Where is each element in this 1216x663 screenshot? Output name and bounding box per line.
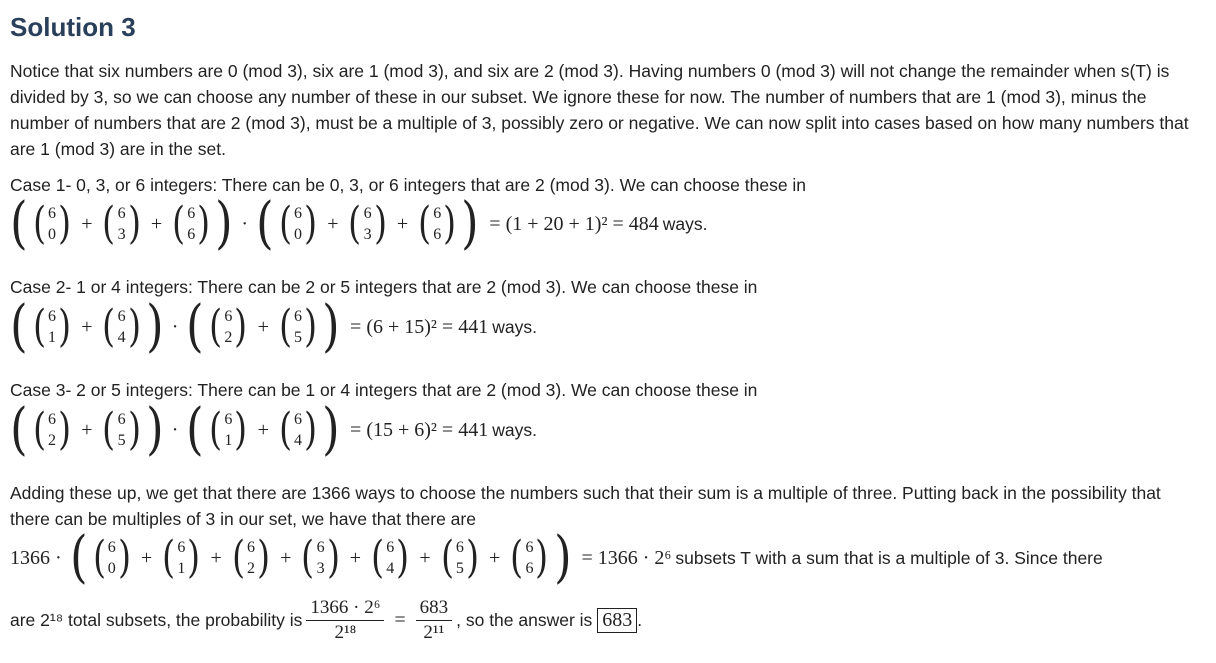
ways-label: ways. [662, 213, 708, 234]
prob-suffix: , so the answer is [456, 610, 593, 630]
paren-open: ( [256, 191, 274, 256]
fraction-2-numerator: 683 [419, 597, 449, 618]
intro-paragraph: Notice that six numbers are 0 (mod 3), six are 1 (mod 3), and six are 2 (mod 3). Having numbers 0 (mod 3) will not change the remainder when s(T) is divided by 3, so we can choose any number of these in our subset. We ignore these for now. The number of numbers that are 1 (mod 3), minus the number of numbers that are 2 (mod 3), must be a multiple of 3, possibly zero or negative. We can now split into cases based on how many numbers that are 1 (mod 3) are in the set. [10, 61, 1189, 159]
case2-text: Case 2- 1 or 4 integers: There can be 2 or 5 integers that are 2 (mod 3). We can choose these in [10, 277, 758, 297]
binom: ( 6 4 ) [278, 404, 318, 455]
case2-equation: ( ( 6 1 ) + ( 6 4 ) ) · ( ( 6 2 ) + ( 6 5 ) ) = (6 + 15)² = 441 ways. [10, 294, 537, 359]
fraction-1 [306, 596, 384, 645]
final-prefix: 1366 · [10, 546, 62, 569]
fraction-1-denominator: 2¹⁸ [334, 622, 357, 643]
fraction-2-denominator: 2¹¹ [423, 622, 445, 643]
paren-close: ) [461, 191, 480, 256]
binom: ( 6 2 ) [33, 404, 72, 455]
binom: ( 6 3 ) [102, 198, 141, 249]
ways-label: ways. [492, 419, 537, 440]
binom: ( 6 0 ) [278, 198, 318, 249]
case1-equation: ( ( 6 0 ) + ( 6 3 ) + ( 6 6 ) ) · ( ( 6 0 ) + ( 6 3 ) + ( 6 6 ) ) = (1 + 20 + 1)² = 484 ways. [10, 191, 708, 256]
binom: ( 6 5 ) [278, 301, 318, 352]
probability-line [10, 596, 642, 645]
case3-equation: ( ( 6 2 ) + ( 6 5 ) ) · ( ( 6 1 ) + ( 6 4 ) ) = (15 + 6)² = 441 ways. [10, 397, 537, 462]
binom: ( 6 6 ) [418, 198, 457, 249]
case2-result: = (6 + 15)² = 441 [350, 315, 489, 338]
binom: ( 6 1 ) [209, 404, 248, 455]
final-equation: 1366 · ( ( 6 0 ) + ( 6 1 ) + ( 6 2 ) + ( 6 3 ) + ( 6 4 ) + ( 6 5 ) + ( 6 6 ) ) = 1366 · 2⁶ subsets T with a sum that is a multiple of 3. Since there [10, 525, 1103, 590]
fraction-2 [416, 596, 453, 645]
adding-paragraph: Adding these up, we get that there are 1366 ways to choose the numbers such that their sum is a multiple of three. Putting back in the possibility that there can be multiples of 3 in our set, we have that there are [10, 483, 1161, 529]
binom: ( 6 6 ) [510, 532, 549, 583]
case3-text: Case 3- 2 or 5 integers: There can be 1 or 4 integers that are 2 (mod 3). We can choose these in [10, 380, 758, 400]
prob-prefix: are 2¹⁸ total subsets, the probability is [10, 610, 303, 630]
binom: ( 6 6 ) [172, 198, 211, 249]
solution-heading: Solution 3 [10, 12, 136, 42]
case1-text: Case 1- 0, 3, or 6 integers: There can be 0, 3, or 6 integers that are 2 (mod 3). We can choose these in [10, 175, 807, 195]
end-period: . [637, 610, 643, 630]
binom: ( 6 3 ) [301, 532, 340, 583]
binom: ( 6 2 ) [209, 301, 248, 352]
binom: ( 6 0 ) [92, 532, 131, 583]
final-result: = 1366 · 2⁶ [581, 546, 672, 569]
binom: ( 6 4 ) [371, 532, 410, 583]
binom: ( 6 0 ) [33, 198, 72, 249]
binom: ( 6 2 ) [231, 532, 270, 583]
binom: ( 6 1 ) [33, 301, 72, 352]
fraction-1-numerator: 1366 · 2⁶ [310, 597, 381, 618]
final-suffix: subsets T with a sum that is a multiple of 3. Since there [675, 547, 1103, 568]
paren-open: ( [10, 191, 28, 256]
equals-sign: = [394, 609, 406, 631]
binom: ( 6 1 ) [162, 532, 201, 583]
case1-result: = (1 + 20 + 1)² = 484 [489, 212, 659, 235]
answer-box: 683 [597, 608, 637, 633]
binom: ( 6 3 ) [348, 198, 387, 249]
binom: ( 6 5 ) [440, 532, 479, 583]
binom: ( 6 4 ) [102, 301, 141, 352]
ways-label: ways. [492, 316, 537, 337]
paren-close: ) [215, 191, 234, 256]
binom: ( 6 5 ) [102, 404, 141, 455]
case3-result: = (15 + 6)² = 441 [350, 418, 489, 441]
